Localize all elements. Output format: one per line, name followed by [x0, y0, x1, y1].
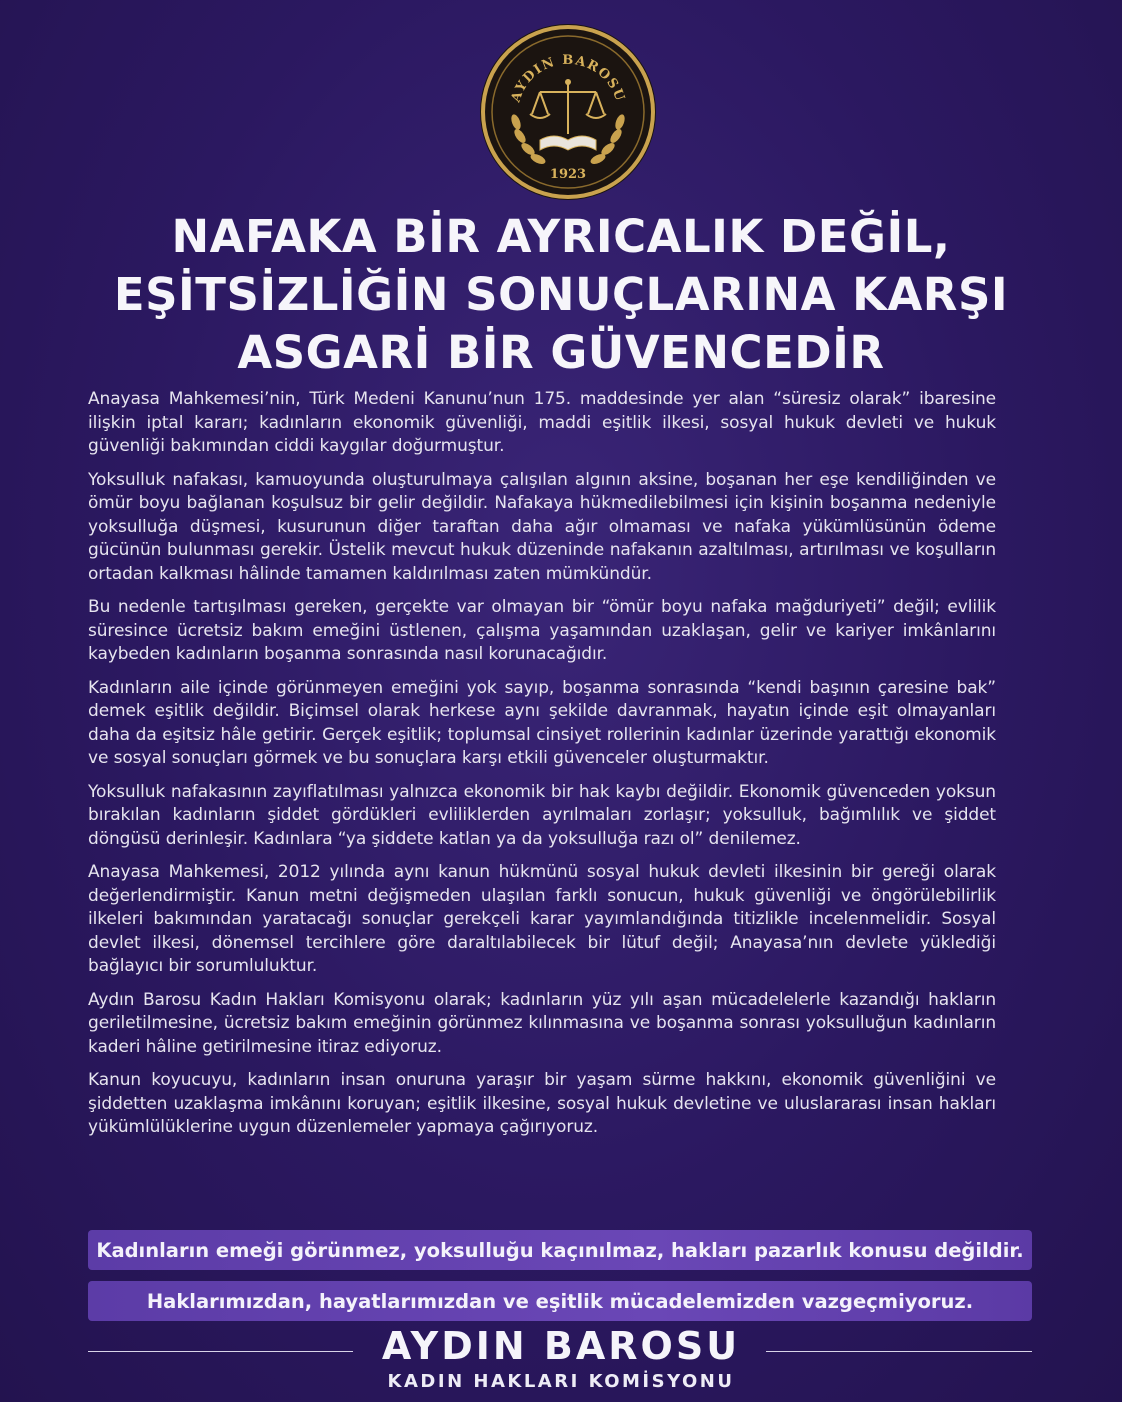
- paragraph-3: Bu nedenle tartışılması gereken, gerçekte var olmayan bir “ömür boyu nafaka mağduriyeti” değil; evlilik süresince ücretsiz bakım emeğini üstlenen, çalışma yaşamından uzaklaşan, gelir ve kariyer imkânlarını kaybeden kadınların boşanma sonrasında nasıl korunacağıdır.: [88, 597, 996, 664]
- paragraph-2: Yoksulluk nafakası, kamuoyunda oluşturulmaya çalışılan algının aksine, boşanan her eşe kendiliğinden ve ömür boyu bağlanan koşulsuz bir gelir değildir. Nafakaya hükmedilebilmesi için kişinin boşanma nedeniyle yoksulluğa düşmesi, kusurunun diğer taraftan daha ağır olmaması ve nafaka yükümlüsünün ödeme gücünün bulunması gerekir. Üstelik mevcut hukuk düzeninde nafakanın azaltılması, artırılması ve koşulların ortadan kalkması hâlinde tamamen kaldırılması zaten mümkündür.: [88, 469, 996, 584]
- scales-of-justice-icon: [478, 22, 658, 202]
- paragraph-5: Yoksulluk nafakasının zayıflatılması yalnızca ekonomik bir hak kaybı değildir. Ekonomik güvenceden yoksun bırakılan kadınların şiddet gördükleri evliliklerden ayrılmaları zorlaşır; yoksulluk, bağımlılık ve şiddet döngüsü derinleşir. Kadınlara “ya şiddete katlan ya da yoksulluğa razı ol” denilemez.: [88, 781, 996, 849]
- signature-name: AYDIN BAROSU: [381, 1324, 741, 1368]
- headline-line-2: EŞİTSİZLİĞİN SONUÇLARINA KARŞI: [113, 268, 1009, 321]
- paragraph-8: Kanun koyucuyu, kadınların insan onuruna yaraşır bir yaşam sürme hakkını, ekonomik güvenliğini ve şiddetten uzaklaşma imkânını koruyan; eşitlik ilkesine, sosyal hukuk devletine ve uluslararası insan hakları yükümlülüklerine uygun düzenlemeler yapmaya çağırıyoruz.: [88, 1070, 996, 1137]
- slogan-banner-2: Haklarımızdan, hayatlarımızdan ve eşitlik mücadelemizden vazgeçmiyoruz.: [88, 1281, 1032, 1321]
- logo-top-text: AYDIN BAROSU: [508, 52, 628, 105]
- headline-line-3: ASGARİ BİR GÜVENCEDİR: [237, 326, 885, 379]
- slogan-banner-1: Kadınların emeği görünmez, yoksulluğu kaçınılmaz, hakları pazarlık konusu değildir.: [88, 1230, 1032, 1270]
- paragraph-4: Kadınların aile içinde görünmeyen emeğini yok sayıp, boşanma sonrasında “kendi başının çaresine bak” demek eşitlik değildir. Biçimsel olarak herkese aynı şekilde davranmak, hayatın içinde eşit olmayanları daha da eşitsiz hâle getirir. Gerçek eşitlik; toplumsal cinsiyet rollerinin kadınlar üzerinde yarattığı ekonomik ve sosyal sonuçları görmek ve bu sonuçlara karşı etkili güvenceler oluşturmaktır.: [88, 677, 996, 768]
- bar-association-logo: [478, 22, 658, 202]
- logo-year: 1923: [549, 167, 587, 182]
- paragraph-6: Anayasa Mahkemesi, 2012 yılında aynı kanun hükmünü sosyal hukuk devleti ilkesinin bir gereği olarak değerlendirmiştir. Kanun metni değişmeden ulaşılan farklı sonucun, hukuk güvenliği ve öngörülebilirlik ilkeleri bakımından yaratacağı sonuçlar gerekçeli karar yayımlandığında titizlikle incelenmelidir. Sosyal devlet ilkesi, dönemsel tercihlere göre daraltılabilecek bir lütuf değil; Anayasa’nın devlete yüklediği bağlayıcı bir sorumluluktur.: [88, 862, 996, 976]
- paragraph-7: Aydın Barosu Kadın Hakları Komisyonu olarak; kadınların yüz yılı aşan mücadelelerle kazandığı hakların geriletilmesine, ücretsiz bakım emeğinin görünmez kılınmasına ve boşanma sonrası yoksulluğun kadınların kaderi hâline getirilmesine itiraz ediyoruz.: [88, 989, 996, 1057]
- headline: [0, 208, 1122, 382]
- paragraph-1: Anayasa Mahkemesi’nin, Türk Medeni Kanunu’nun 175. maddesinde yer alan “süresiz olarak” ibaresine ilişkin iptal kararı; kadınların ekonomik güvenliği, maddi eşitlik ilkesi, sosyal hukuk devleti ve hukuk güvenliği bakımından ciddi kaygılar doğurmuştur.: [88, 389, 996, 456]
- statement-body: [88, 388, 996, 1150]
- signature-subtitle: KADIN HAKLARI KOMİSYONU: [387, 1371, 735, 1392]
- headline-line-1: NAFAKA BİR AYRICALIK DEĞİL,: [171, 210, 951, 263]
